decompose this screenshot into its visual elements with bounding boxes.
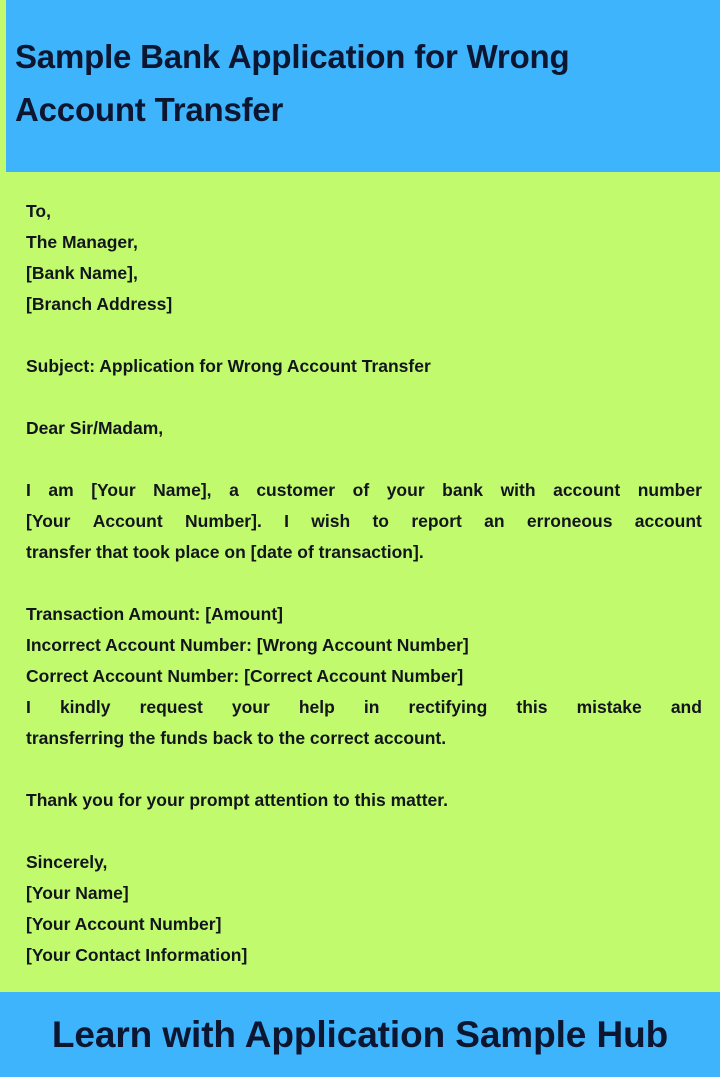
closing-your-name: [Your Name] — [26, 883, 129, 903]
word: and — [670, 697, 702, 717]
page-title: Sample Bank Application for Wrong Account Transfer — [15, 37, 570, 128]
letter-body — [0, 172, 720, 992]
word: bank — [442, 480, 484, 500]
closing-block — [26, 847, 700, 971]
word: number — [637, 480, 702, 500]
header-banner — [6, 0, 720, 172]
salutation: Dear Sir/Madam, — [26, 418, 164, 438]
word: account — [553, 480, 621, 500]
recipient-line-manager: The Manager, — [26, 232, 138, 252]
word: your — [386, 480, 425, 500]
word: customer — [256, 480, 336, 500]
word: request — [139, 697, 203, 717]
transaction-details-block — [26, 599, 700, 754]
request-paragraph-line-2: transferring the funds back to the correct account. — [26, 728, 447, 748]
word: I — [26, 697, 31, 717]
intro-paragraph — [26, 475, 700, 568]
word: kindly — [59, 697, 111, 717]
word: [Your — [26, 511, 71, 531]
word: am — [48, 480, 74, 500]
footer-banner — [0, 992, 720, 1077]
closing-account-number: [Your Account Number] — [26, 914, 222, 934]
word: wish — [311, 511, 351, 531]
footer-brand-title: Learn with Application Sample Hub — [51, 1013, 669, 1055]
subject-line: Subject: Application for Wrong Account Transfer — [26, 356, 431, 376]
intro-paragraph-line-3: transfer that took place on [date of transaction]. — [26, 542, 424, 562]
spacer-after-details — [26, 754, 700, 785]
spacer-after-thanks — [26, 816, 700, 847]
word: of — [352, 480, 370, 500]
word: Account — [92, 511, 163, 531]
word: report — [411, 511, 462, 531]
intro-paragraph-line-1 — [26, 475, 702, 506]
word: with — [500, 480, 536, 500]
spacer-after-subject — [26, 382, 700, 413]
transaction-amount-line: Transaction Amount: [Amount] — [26, 604, 283, 624]
spacer-after-salutation — [26, 444, 700, 475]
incorrect-account-line: Incorrect Account Number: [Wrong Account Number] — [26, 635, 469, 655]
closing-contact-info: [Your Contact Information] — [26, 945, 248, 965]
word: Number]. — [185, 511, 262, 531]
word: mistake — [576, 697, 642, 717]
recipient-line-branch: [Branch Address] — [26, 294, 173, 314]
spacer-after-recipient — [26, 320, 700, 351]
word: rectifying — [408, 697, 488, 717]
word: Name], — [153, 480, 212, 500]
word: to — [372, 511, 390, 531]
word: account — [634, 511, 702, 531]
word: help — [298, 697, 335, 717]
word: erroneous — [526, 511, 613, 531]
word: an — [484, 511, 505, 531]
closing-sincerely: Sincerely, — [26, 852, 108, 872]
recipient-line-bank: [Bank Name], — [26, 263, 138, 283]
correct-account-line: Correct Account Number: [Correct Account Number] — [26, 666, 464, 686]
thanks-line: Thank you for your prompt attention to this matter. — [26, 790, 448, 810]
word: [Your — [91, 480, 136, 500]
word: this — [516, 697, 548, 717]
word: in — [363, 697, 380, 717]
intro-paragraph-line-2 — [26, 506, 702, 537]
word: your — [231, 697, 270, 717]
request-paragraph-line-1 — [26, 692, 702, 723]
word: I — [284, 511, 289, 531]
recipient-line-to: To, — [26, 201, 51, 221]
recipient-block — [26, 196, 700, 320]
word: a — [229, 480, 239, 500]
spacer-after-intro — [26, 568, 700, 599]
word: I — [26, 480, 31, 500]
